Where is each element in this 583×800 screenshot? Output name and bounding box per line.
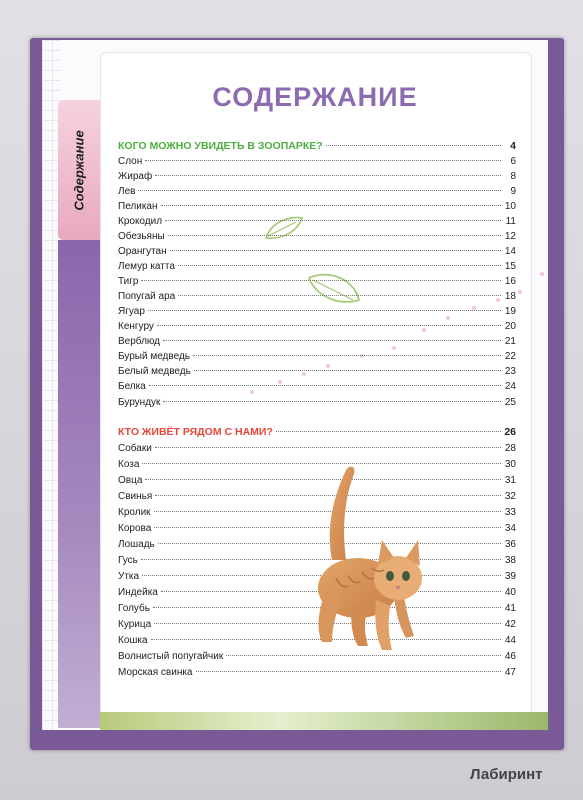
side-decor-strip (58, 240, 100, 728)
side-tab-label-wrap (58, 100, 100, 240)
watermark-logo-icon: Лабиринт (470, 766, 543, 783)
toc-entry[interactable]: Кенгуру 20 (118, 321, 516, 332)
toc-entry[interactable]: Лемур катта 15 (118, 261, 516, 272)
leader-dots (326, 145, 501, 146)
toc-entry[interactable]: Тигр 16 (118, 276, 516, 287)
toc-entry[interactable]: Белка 24 (118, 381, 516, 392)
toc-entry[interactable]: Кошка 44 (118, 635, 516, 646)
toc-entry[interactable]: Верблюд 21 (118, 336, 516, 347)
toc-entry[interactable]: Лев 9 (118, 186, 516, 197)
toc-entry[interactable]: Белый медведь 23 (118, 366, 516, 377)
toc-section-heading[interactable]: КОГО МОЖНО УВИДЕТЬ В ЗООПАРКЕ? 4 (118, 140, 516, 152)
toc-entry[interactable]: Овца 31 (118, 475, 516, 486)
toc-entry[interactable]: Попугай ара 18 (118, 291, 516, 302)
toc-entry[interactable]: Свинья 32 (118, 491, 516, 502)
paw-print-icon (518, 290, 522, 294)
toc-section-heading[interactable]: КТО ЖИВЁТ РЯДОМ С НАМИ? 26 (118, 426, 516, 438)
leader-dots (276, 431, 501, 432)
toc-entry[interactable]: Коза 30 (118, 459, 516, 470)
toc-entry[interactable]: Утка 39 (118, 571, 516, 582)
toc-entry[interactable]: Крокодил 11 (118, 216, 516, 227)
page-title: СОДЕРЖАНИЕ (212, 82, 418, 112)
toc-entry[interactable]: Волнистый попугайчик 46 (118, 651, 516, 662)
toc-entry[interactable]: Морская свинка 47 (118, 667, 516, 678)
toc-entry[interactable]: Обезьяны 12 (118, 231, 516, 242)
toc-entry[interactable]: Орангутан 14 (118, 246, 516, 257)
paw-print-icon (540, 272, 544, 276)
toc-entry[interactable]: Собаки 28 (118, 443, 516, 454)
toc-entry[interactable]: Кролик 33 (118, 507, 516, 518)
toc-entry[interactable]: Жираф 8 (118, 171, 516, 182)
bottom-decor-strip (100, 712, 548, 730)
side-tab-label: Содержание (71, 129, 87, 211)
toc-entry[interactable]: Бурундук 25 (118, 397, 516, 408)
kitten-photo (302, 460, 426, 656)
toc-entry[interactable]: Бурый медведь 22 (118, 351, 516, 362)
toc-entry[interactable]: Голубь 41 (118, 603, 516, 614)
toc-entry[interactable]: Гусь 38 (118, 555, 516, 566)
toc-entry[interactable]: Ягуар 19 (118, 306, 516, 317)
toc-entry[interactable]: Лошадь 36 (118, 539, 516, 550)
toc-entry[interactable]: Слон 6 (118, 156, 516, 167)
toc-entry[interactable]: Курица 42 (118, 619, 516, 630)
toc-entry[interactable]: Пеликан 10 (118, 201, 516, 212)
toc-entry[interactable]: Корова 34 (118, 523, 516, 534)
toc-entry[interactable]: Индейка 40 (118, 587, 516, 598)
